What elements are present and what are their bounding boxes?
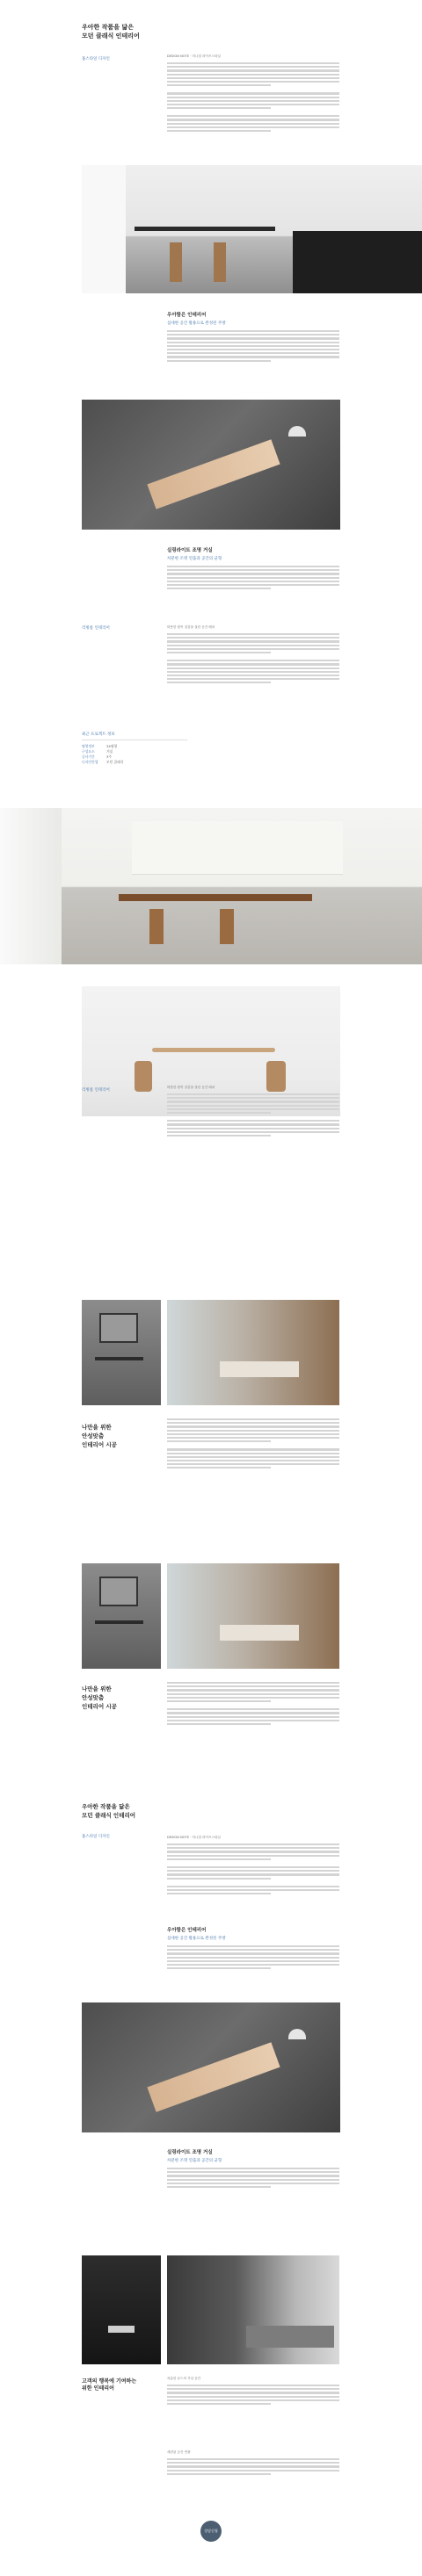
section-2: [167, 313, 339, 364]
section-4-note: 따뜻한 원목 질감을 살린 공간 배치: [167, 625, 215, 629]
section-7: [167, 1928, 339, 1971]
project-meta: [82, 732, 187, 765]
dark-cabinet-photo: [82, 2255, 161, 2364]
kitchen-photo: [82, 165, 422, 293]
living-label: 리빙룸 인테리어: [82, 626, 110, 631]
bed-text-2: [167, 1682, 339, 1727]
living-label-2: 리빙룸 인테리어: [82, 1088, 110, 1093]
intro-text: [167, 54, 339, 133]
section-9-note: 차분한 무드의 거실 공간: [167, 2377, 201, 2380]
section-2-sub: 섬세한 공간 활용으로 완성된 주방: [167, 321, 226, 326]
project-meta-title: 최근 프로젝트 정보: [82, 732, 187, 740]
meta-row: 구성요소 거실: [82, 749, 113, 754]
section-3-title: 실링라이트 조명 거실: [167, 548, 213, 553]
section-10-note: 세련된 공간 연출: [167, 2450, 191, 2454]
final-heading: 고객의 행복에 기여하는 위한 인테리어: [82, 2378, 137, 2392]
section-10: [167, 2450, 339, 2477]
section-6-note: DESIGN NOTE · 미니멀 라이프스타일: [167, 1836, 221, 1839]
intro-note: DESIGN NOTE · 미니멀 라이프스타일: [167, 54, 221, 58]
section-8-sub: 차분한 조명 연출과 공간의 균형: [167, 2159, 222, 2163]
bed-text: [167, 1418, 339, 1470]
section-9: [167, 2377, 339, 2406]
bed-heading-2: 나만을 위한 안성맞춤 인테리어 시공: [82, 1685, 117, 1710]
section-5-note: 따뜻한 원목 질감을 살린 공간 배치: [167, 1086, 215, 1089]
section-7-title: 우아함은 인테리어: [167, 1928, 207, 1933]
dining-room-photo: [0, 808, 422, 964]
concrete-room-photo: [82, 400, 340, 530]
meta-row: 공사기간 3주: [82, 754, 113, 759]
desk-photo-2: [82, 1563, 161, 1669]
section-2-title: 우아함은 인테리어: [167, 313, 207, 318]
page-heading: 우아한 작품을 닮은 모던 클래식 인테리어: [82, 24, 140, 40]
consult-button[interactable]: 상담신청: [200, 2521, 222, 2542]
section-3: [167, 548, 339, 591]
meta-row: 평형정보 34평형: [82, 744, 118, 748]
section-7-sub: 섬세한 공간 활용으로 완성된 주방: [167, 1937, 226, 1941]
bed-heading: 나만을 위한 안성맞춤 인테리어 시공: [82, 1424, 117, 1448]
section-4: [167, 625, 339, 685]
category-label: 홈스타일 디자인: [82, 57, 110, 61]
concrete-room-photo-2: [82, 2002, 340, 2132]
meta-row: 디자인컨셉 모던 클래식: [82, 760, 124, 764]
section-6: [167, 1836, 339, 1896]
living-room-photo: [167, 2255, 339, 2364]
desk-photo: [82, 1300, 161, 1405]
section-8-title: 실링라이트 조명 거실: [167, 2150, 213, 2155]
section-3-sub: 차분한 조명 연출과 공간의 균형: [167, 557, 222, 561]
bedroom-photo-2: [167, 1563, 339, 1669]
page-heading-2: 우아한 작품을 닮은 모던 클래식 인테리어: [82, 1803, 136, 1819]
section-8: [167, 2150, 339, 2190]
category-label-2: 홈스타일 디자인: [82, 1835, 110, 1839]
section-5: [167, 1086, 339, 1138]
bedroom-photo: [167, 1300, 339, 1405]
